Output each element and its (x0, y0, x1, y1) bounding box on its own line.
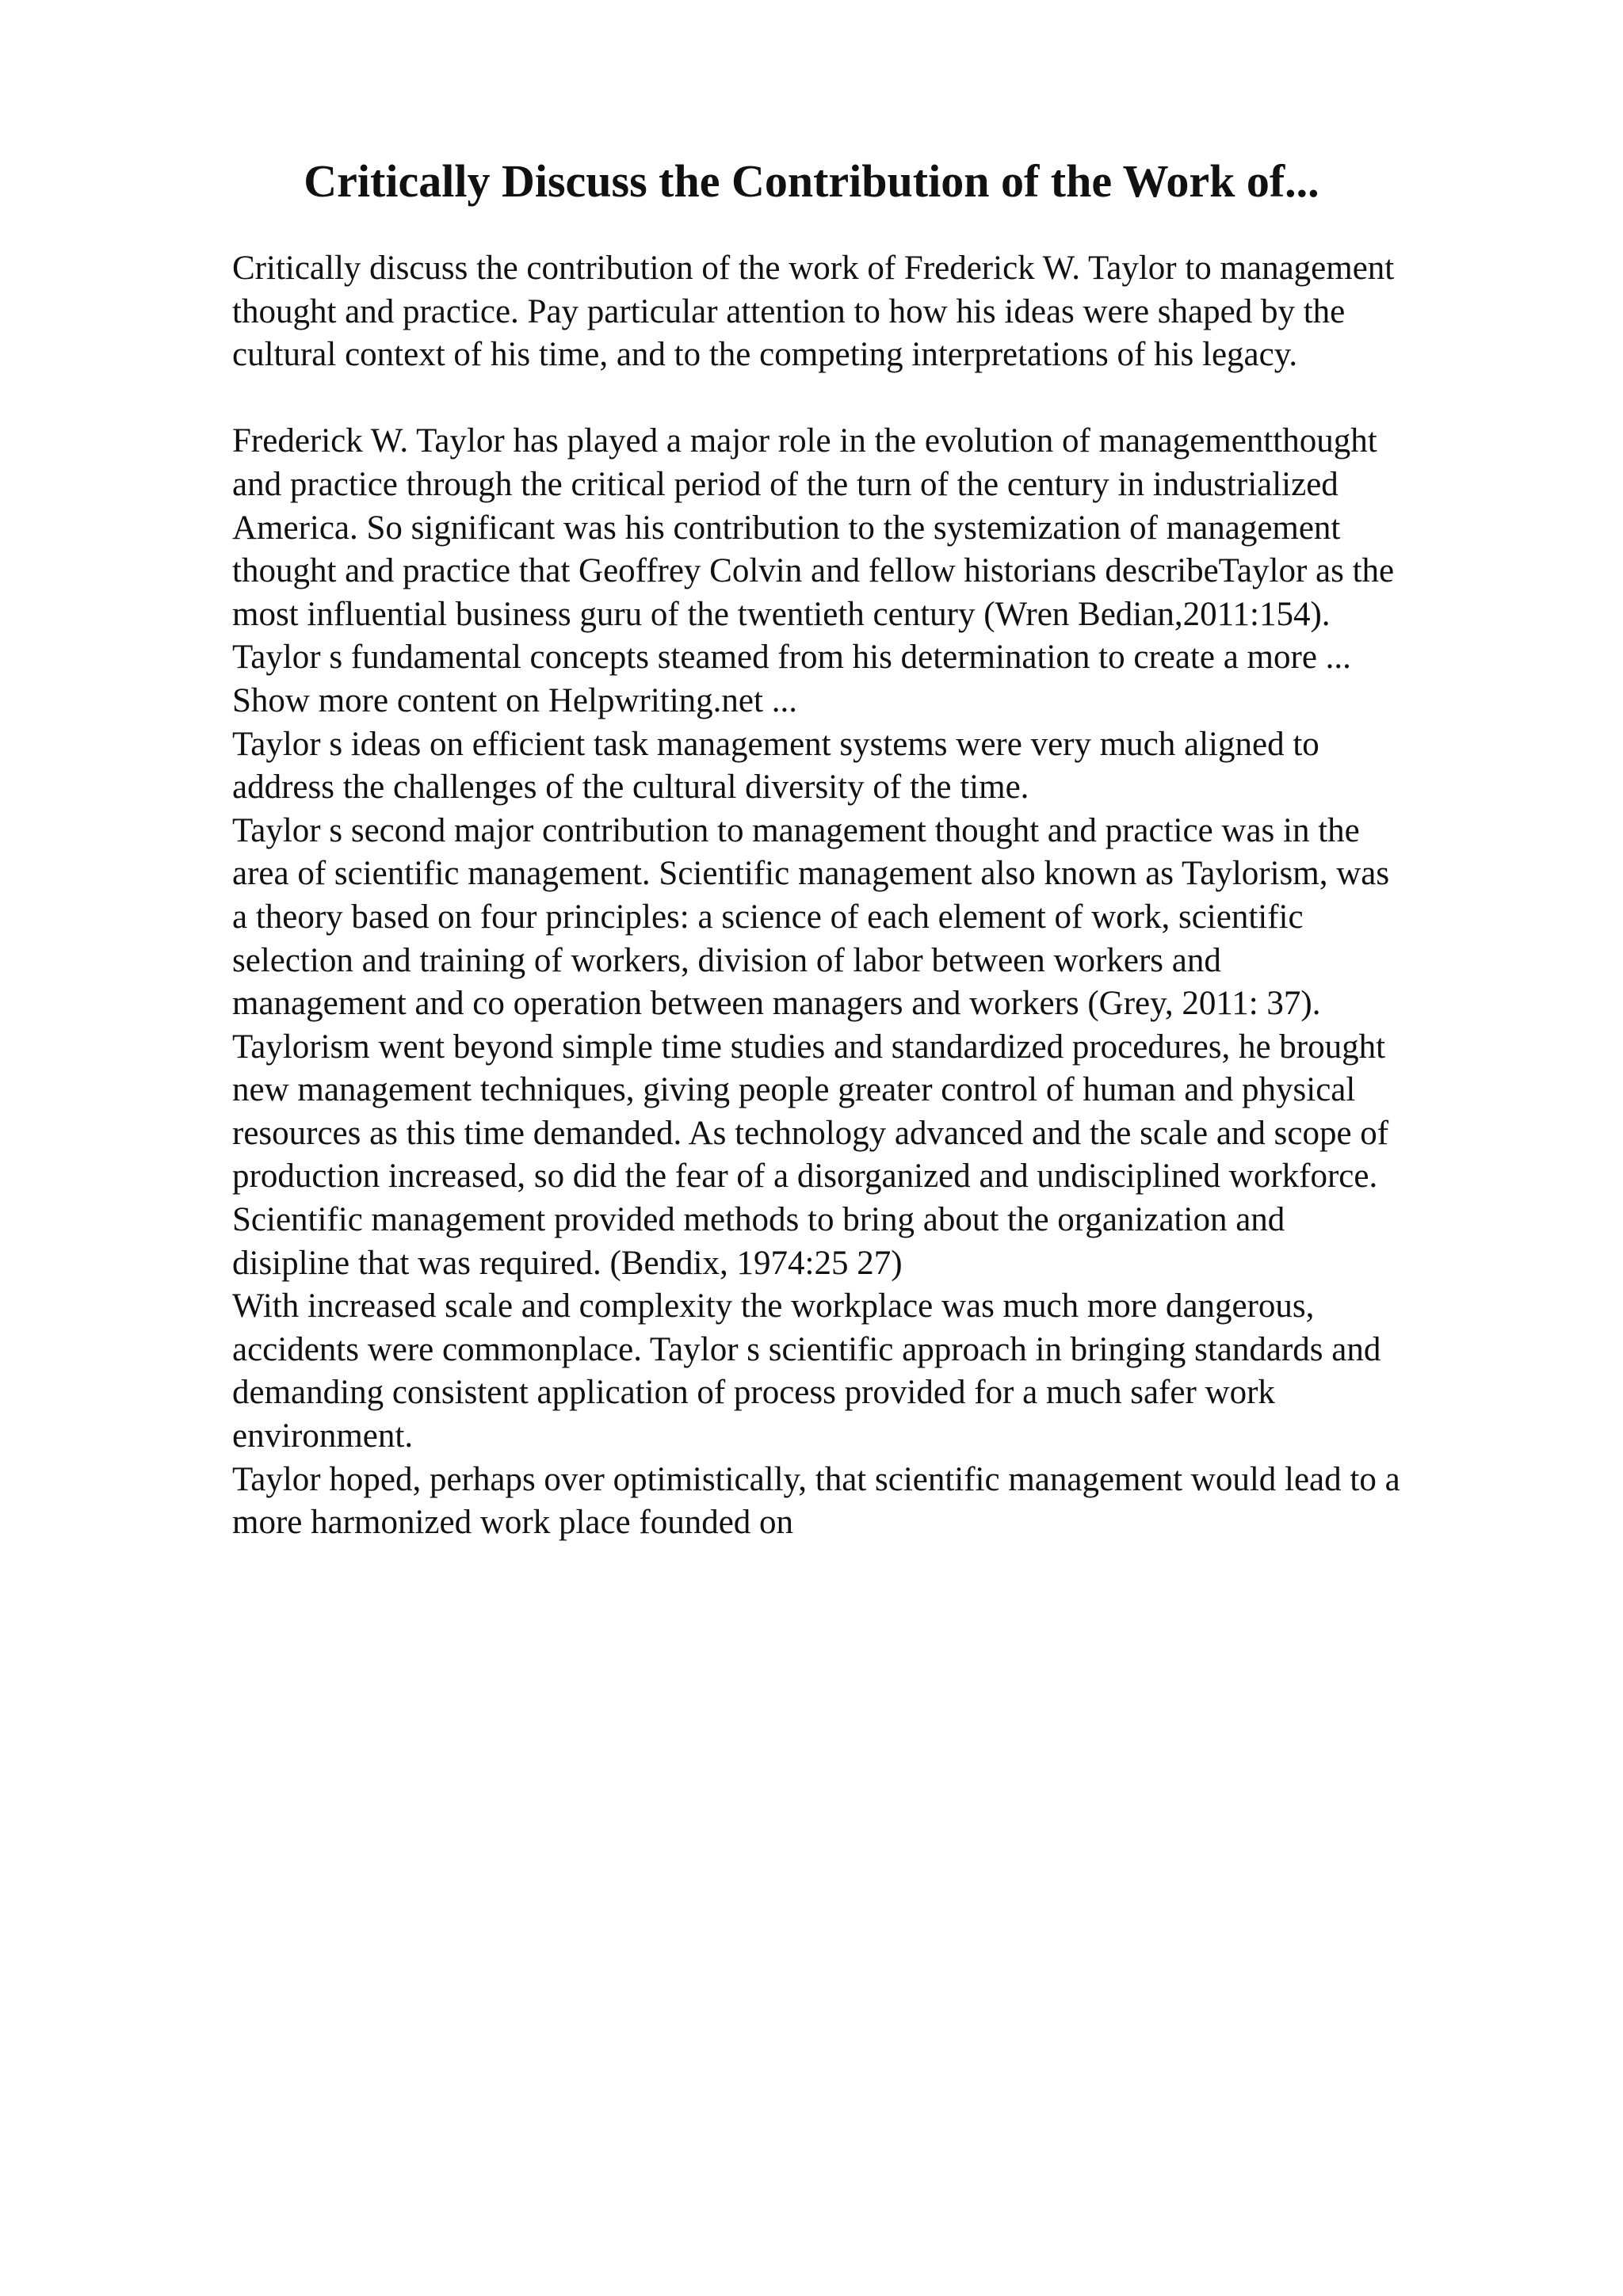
text-line: management and co operation between managers and workers (Grey, 2011: 37). (232, 985, 1321, 1023)
document-body (232, 247, 1548, 1545)
text-line: demanding consistent application of process provided for a much safer work (232, 1374, 1275, 1412)
text-line: America. So significant was his contribution to the systemization of management (232, 509, 1341, 547)
essay-text (232, 420, 1548, 1544)
text-line: and practice through the critical period of the turn of the century in industrialized (232, 465, 1338, 503)
text-line: Taylor s second major contribution to management thought and practice was in the (232, 811, 1360, 849)
text-line: Critically discuss the contribution of the work of Frederick W. Taylor to management (232, 250, 1395, 287)
text-line: Taylorism went beyond simple time studies and standardized procedures, he brought (232, 1028, 1386, 1066)
text-line: selection and training of workers, division of labor between workers and (232, 941, 1221, 979)
text-line: thought and practice that Geoffrey Colvin and fellow historians describeTaylor as the (232, 552, 1395, 590)
text-line: production increased, so did the fear of a disorganized and undisciplined workforce. (232, 1158, 1378, 1196)
text-line: With increased scale and complexity the workplace was much more dangerous, (232, 1287, 1315, 1325)
text-line: thought and practice. Pay particular attention to how his ideas were shaped by the (232, 292, 1346, 330)
text-line: Scientific management provided methods to bring about the organization and (232, 1201, 1285, 1239)
text-line: accidents were commonplace. Taylor s scientific approach in bringing standards and (232, 1330, 1381, 1368)
text-line: a theory based on four principles: a science of each element of work, scientific (232, 898, 1304, 936)
text-line: disipline that was required. (Bendix, 1974:25 27) (232, 1244, 903, 1282)
text-line: most influential business guru of the twentieth century (Wren Bedian,2011:154). (232, 595, 1331, 633)
text-line: Taylor hoped, perhaps over optimistically, that scientific management would lead to a (232, 1460, 1400, 1498)
text-line: resources as this time demanded. As technology advanced and the scale and scope of (232, 1114, 1389, 1152)
paragraph-spacer (232, 377, 1548, 421)
text-line: cultural context of his time, and to the competing interpretations of his legacy. (232, 336, 1298, 374)
text-line: address the challenges of the cultural diversity of the time. (232, 769, 1029, 807)
text-line: area of scientific management. Scientific management also known as Taylorism, was (232, 855, 1390, 893)
show-more-link[interactable]: Show more content on Helpwriting.net ... (232, 681, 797, 719)
text-line: Taylor s fundamental concepts steamed from his determination to create a more ... (232, 639, 1351, 677)
page-title: Critically Discuss the Contribution of the Work of... (304, 155, 1319, 207)
text-line: Taylor s ideas on efficient task management systems were very much aligned to (232, 725, 1319, 763)
text-line: new management techniques, giving people greater control of human and physical (232, 1071, 1356, 1109)
text-line: more harmonized work place founded on (232, 1504, 794, 1542)
prompt-paragraph (232, 247, 1548, 377)
text-line: Frederick W. Taylor has played a major role in the evolution of managementthought (232, 422, 1377, 460)
text-line: environment. (232, 1417, 414, 1455)
